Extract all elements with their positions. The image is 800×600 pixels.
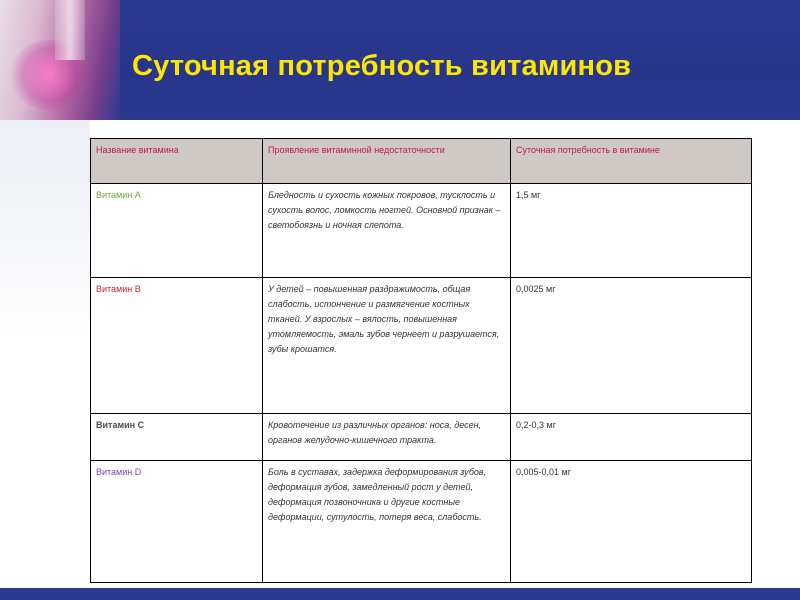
vitamin-name-cell: Витамин С: [91, 414, 263, 461]
table-row: [91, 278, 752, 414]
header-vitamin-name: Название витамина: [91, 139, 263, 184]
header-daily-need: Суточная потребность в витамине: [511, 139, 752, 184]
deficiency-cell: У детей – повышенная раздражимость, общая слабость, истончение и размягчение костных тканей. У взрослых – вялость, повышенная утомляемость, эмаль зубов чернеет и разрушается, зубы крошатся.: [263, 278, 511, 414]
vitamin-name-cell: Витамин D: [91, 461, 263, 583]
deficiency-cell: Боль в суставах, задержка деформирования зубов, деформация зубов, замедленный рост у детей, деформация позвоночника и другие костные деформации, сутулость, потеря веса, слабость.: [263, 461, 511, 583]
header-deficiency: Проявление витаминной недостаточности: [263, 139, 511, 184]
daily-need-cell: 0,0025 мг: [511, 278, 752, 414]
bottom-bar: [0, 588, 800, 600]
daily-need-cell: 1,5 мг: [511, 184, 752, 278]
vitamin-name-cell: Витамин А: [91, 184, 263, 278]
vitamin-name-cell: Витамин В: [91, 278, 263, 414]
deficiency-cell: Кровотечение из различных органов: носа, десен, органов желудочно-кишечного тракта.: [263, 414, 511, 461]
table-header-row: [91, 139, 752, 184]
table-row: [91, 184, 752, 278]
deficiency-cell: Бледность и сухость кожных покровов, тусклость и сухость волос, ломкость ногтей. Основной признак – светобоязнь и ночная слепота.: [263, 184, 511, 278]
vitamin-table: [90, 138, 752, 583]
daily-need-cell: 0,005-0,01 мг: [511, 461, 752, 583]
left-decoration: [0, 120, 90, 340]
page-title: Суточная потребность витаминов: [132, 50, 632, 82]
table-row: [91, 414, 752, 461]
flask-image: [0, 0, 120, 120]
flask-highlight: [55, 0, 85, 60]
daily-need-cell: 0,2-0,3 мг: [511, 414, 752, 461]
table-row: [91, 461, 752, 583]
